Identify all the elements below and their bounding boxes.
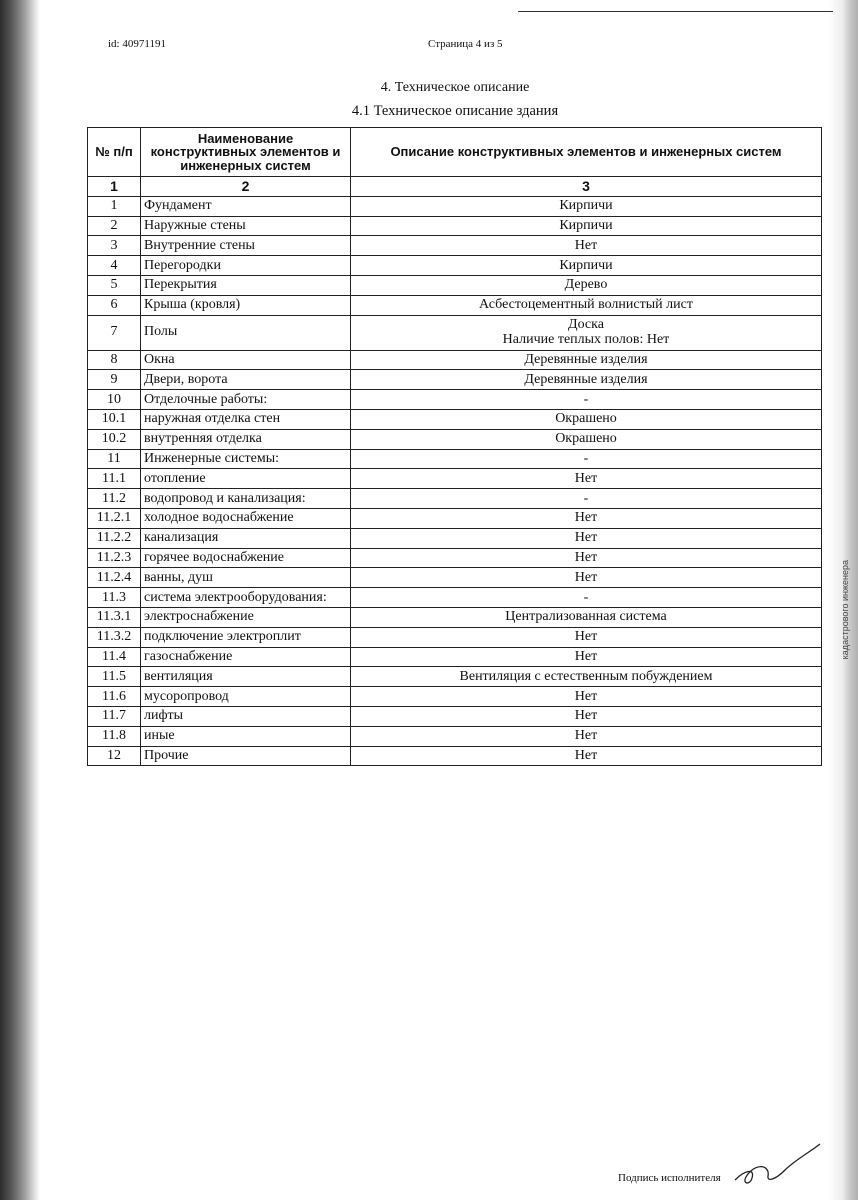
element-name: внутренняя отделка <box>141 429 351 449</box>
table-row <box>88 667 822 687</box>
row-number: 11.2.2 <box>88 528 141 548</box>
signature-mark <box>730 1140 825 1190</box>
row-number: 10 <box>88 390 141 410</box>
table-row <box>88 746 822 766</box>
table-row <box>88 706 822 726</box>
element-name: Окна <box>141 350 351 370</box>
element-description: Нет <box>351 236 822 256</box>
element-name: Перегородки <box>141 256 351 276</box>
row-number: 2 <box>88 216 141 236</box>
table-row <box>88 528 822 548</box>
row-number: 5 <box>88 275 141 295</box>
element-name: Внутренние стены <box>141 236 351 256</box>
element-name: холодное водоснабжение <box>141 508 351 528</box>
element-description: - <box>351 449 822 469</box>
element-description <box>351 315 822 350</box>
element-description: Дерево <box>351 275 822 295</box>
element-name: Фундамент <box>141 196 351 216</box>
element-description: Кирпичи <box>351 196 822 216</box>
row-number: 11.2.1 <box>88 508 141 528</box>
element-description: Нет <box>351 508 822 528</box>
element-name: наружная отделка стен <box>141 409 351 429</box>
element-description-line: Доска <box>568 316 604 332</box>
element-name: Инженерные системы: <box>141 449 351 469</box>
element-description: Нет <box>351 746 822 766</box>
row-number: 11.2.4 <box>88 568 141 588</box>
row-number: 8 <box>88 350 141 370</box>
element-description: - <box>351 390 822 410</box>
table-row <box>88 568 822 588</box>
element-description: Централизованная система <box>351 607 822 627</box>
table-row <box>88 196 822 216</box>
element-description: Нет <box>351 627 822 647</box>
element-name: Перекрытия <box>141 275 351 295</box>
element-description: Нет <box>351 469 822 489</box>
element-name: подключение электроплит <box>141 627 351 647</box>
table-row <box>88 508 822 528</box>
element-name: ванны, душ <box>141 568 351 588</box>
element-name: горячее водоснабжение <box>141 548 351 568</box>
element-description-line: Наличие теплых полов: Нет <box>502 331 670 347</box>
element-name: Крыша (кровля) <box>141 295 351 315</box>
row-number: 11.6 <box>88 687 141 707</box>
header-num: № п/п <box>88 128 141 177</box>
row-number: 11.4 <box>88 647 141 667</box>
element-name: электроснабжение <box>141 607 351 627</box>
element-description: Асбестоцементный волнистый лист <box>351 295 822 315</box>
top-rule <box>518 11 833 12</box>
element-description: Деревянные изделия <box>351 350 822 370</box>
table-row <box>88 687 822 707</box>
element-name: иные <box>141 726 351 746</box>
row-number: 11.2 <box>88 489 141 509</box>
element-description: Нет <box>351 706 822 726</box>
element-description: Деревянные изделия <box>351 370 822 390</box>
row-number: 11.2.3 <box>88 548 141 568</box>
table-row <box>88 409 822 429</box>
element-description: Кирпичи <box>351 216 822 236</box>
element-description: Нет <box>351 647 822 667</box>
element-name: лифты <box>141 706 351 726</box>
table-row <box>88 469 822 489</box>
element-description: Нет <box>351 568 822 588</box>
element-name: мусоропровод <box>141 687 351 707</box>
element-description: - <box>351 588 822 608</box>
element-description: - <box>351 489 822 509</box>
row-number: 12 <box>88 746 141 766</box>
element-description: Вентиляция с естественным побуждением <box>351 667 822 687</box>
element-name: канализация <box>141 528 351 548</box>
table-row <box>88 607 822 627</box>
table-row <box>88 588 822 608</box>
element-name: газоснабжение <box>141 647 351 667</box>
element-description: Нет <box>351 528 822 548</box>
table-row <box>88 216 822 236</box>
page-indicator: Страница 4 из 5 <box>428 38 503 50</box>
table-row <box>88 370 822 390</box>
table-row <box>88 627 822 647</box>
column-number-row <box>88 177 822 197</box>
header-desc: Описание конструктивных элементов и инженерных систем <box>351 128 822 177</box>
table-row <box>88 726 822 746</box>
element-description: Нет <box>351 687 822 707</box>
signature-label: Подпись исполнителя <box>618 1172 721 1184</box>
row-number: 10.2 <box>88 429 141 449</box>
table-row <box>88 429 822 449</box>
element-name: Наружные стены <box>141 216 351 236</box>
row-number: 10.1 <box>88 409 141 429</box>
row-number: 4 <box>88 256 141 276</box>
element-name: Двери, ворота <box>141 370 351 390</box>
row-number: 1 <box>88 196 141 216</box>
header-name: Наименование конструктивных элементов и инженерных систем <box>141 128 351 177</box>
table-row <box>88 256 822 276</box>
table-row <box>88 548 822 568</box>
row-number: 11.8 <box>88 726 141 746</box>
element-description: Кирпичи <box>351 256 822 276</box>
section-title: 4. Техническое описание <box>380 80 530 95</box>
table-row <box>88 236 822 256</box>
element-name: вентиляция <box>141 667 351 687</box>
table-row <box>88 350 822 370</box>
element-description: Окрашено <box>351 409 822 429</box>
table-row <box>88 449 822 469</box>
row-number: 6 <box>88 295 141 315</box>
row-number: 11.1 <box>88 469 141 489</box>
side-margin-text: кадастрового инженера <box>840 560 850 660</box>
element-name: Отделочные работы: <box>141 390 351 410</box>
table-row <box>88 647 822 667</box>
row-number: 11.3.1 <box>88 607 141 627</box>
row-number: 3 <box>88 236 141 256</box>
scan-shadow-left <box>0 0 40 1200</box>
element-name: система электрооборудования: <box>141 588 351 608</box>
row-number: 11 <box>88 449 141 469</box>
table-row <box>88 315 822 350</box>
table-row <box>88 295 822 315</box>
element-name: водопровод и канализация: <box>141 489 351 509</box>
row-number: 11.3 <box>88 588 141 608</box>
element-name: Полы <box>141 315 351 350</box>
table-header-row <box>88 128 822 177</box>
table-row <box>88 275 822 295</box>
row-number: 11.7 <box>88 706 141 726</box>
table-row <box>88 489 822 509</box>
element-description: Нет <box>351 548 822 568</box>
technical-description-table <box>87 127 822 766</box>
row-number: 9 <box>88 370 141 390</box>
subsection-title: 4.1 Техническое описание здания <box>351 103 559 119</box>
column-number: 2 <box>141 177 351 197</box>
row-number: 11.5 <box>88 667 141 687</box>
column-number: 1 <box>88 177 141 197</box>
row-number: 11.3.2 <box>88 627 141 647</box>
element-name: отопление <box>141 469 351 489</box>
table-row <box>88 390 822 410</box>
column-number: 3 <box>351 177 822 197</box>
row-number: 7 <box>88 315 141 350</box>
element-name: Прочие <box>141 746 351 766</box>
element-description: Нет <box>351 726 822 746</box>
document-id: id: 40971191 <box>108 38 166 50</box>
element-description: Окрашено <box>351 429 822 449</box>
